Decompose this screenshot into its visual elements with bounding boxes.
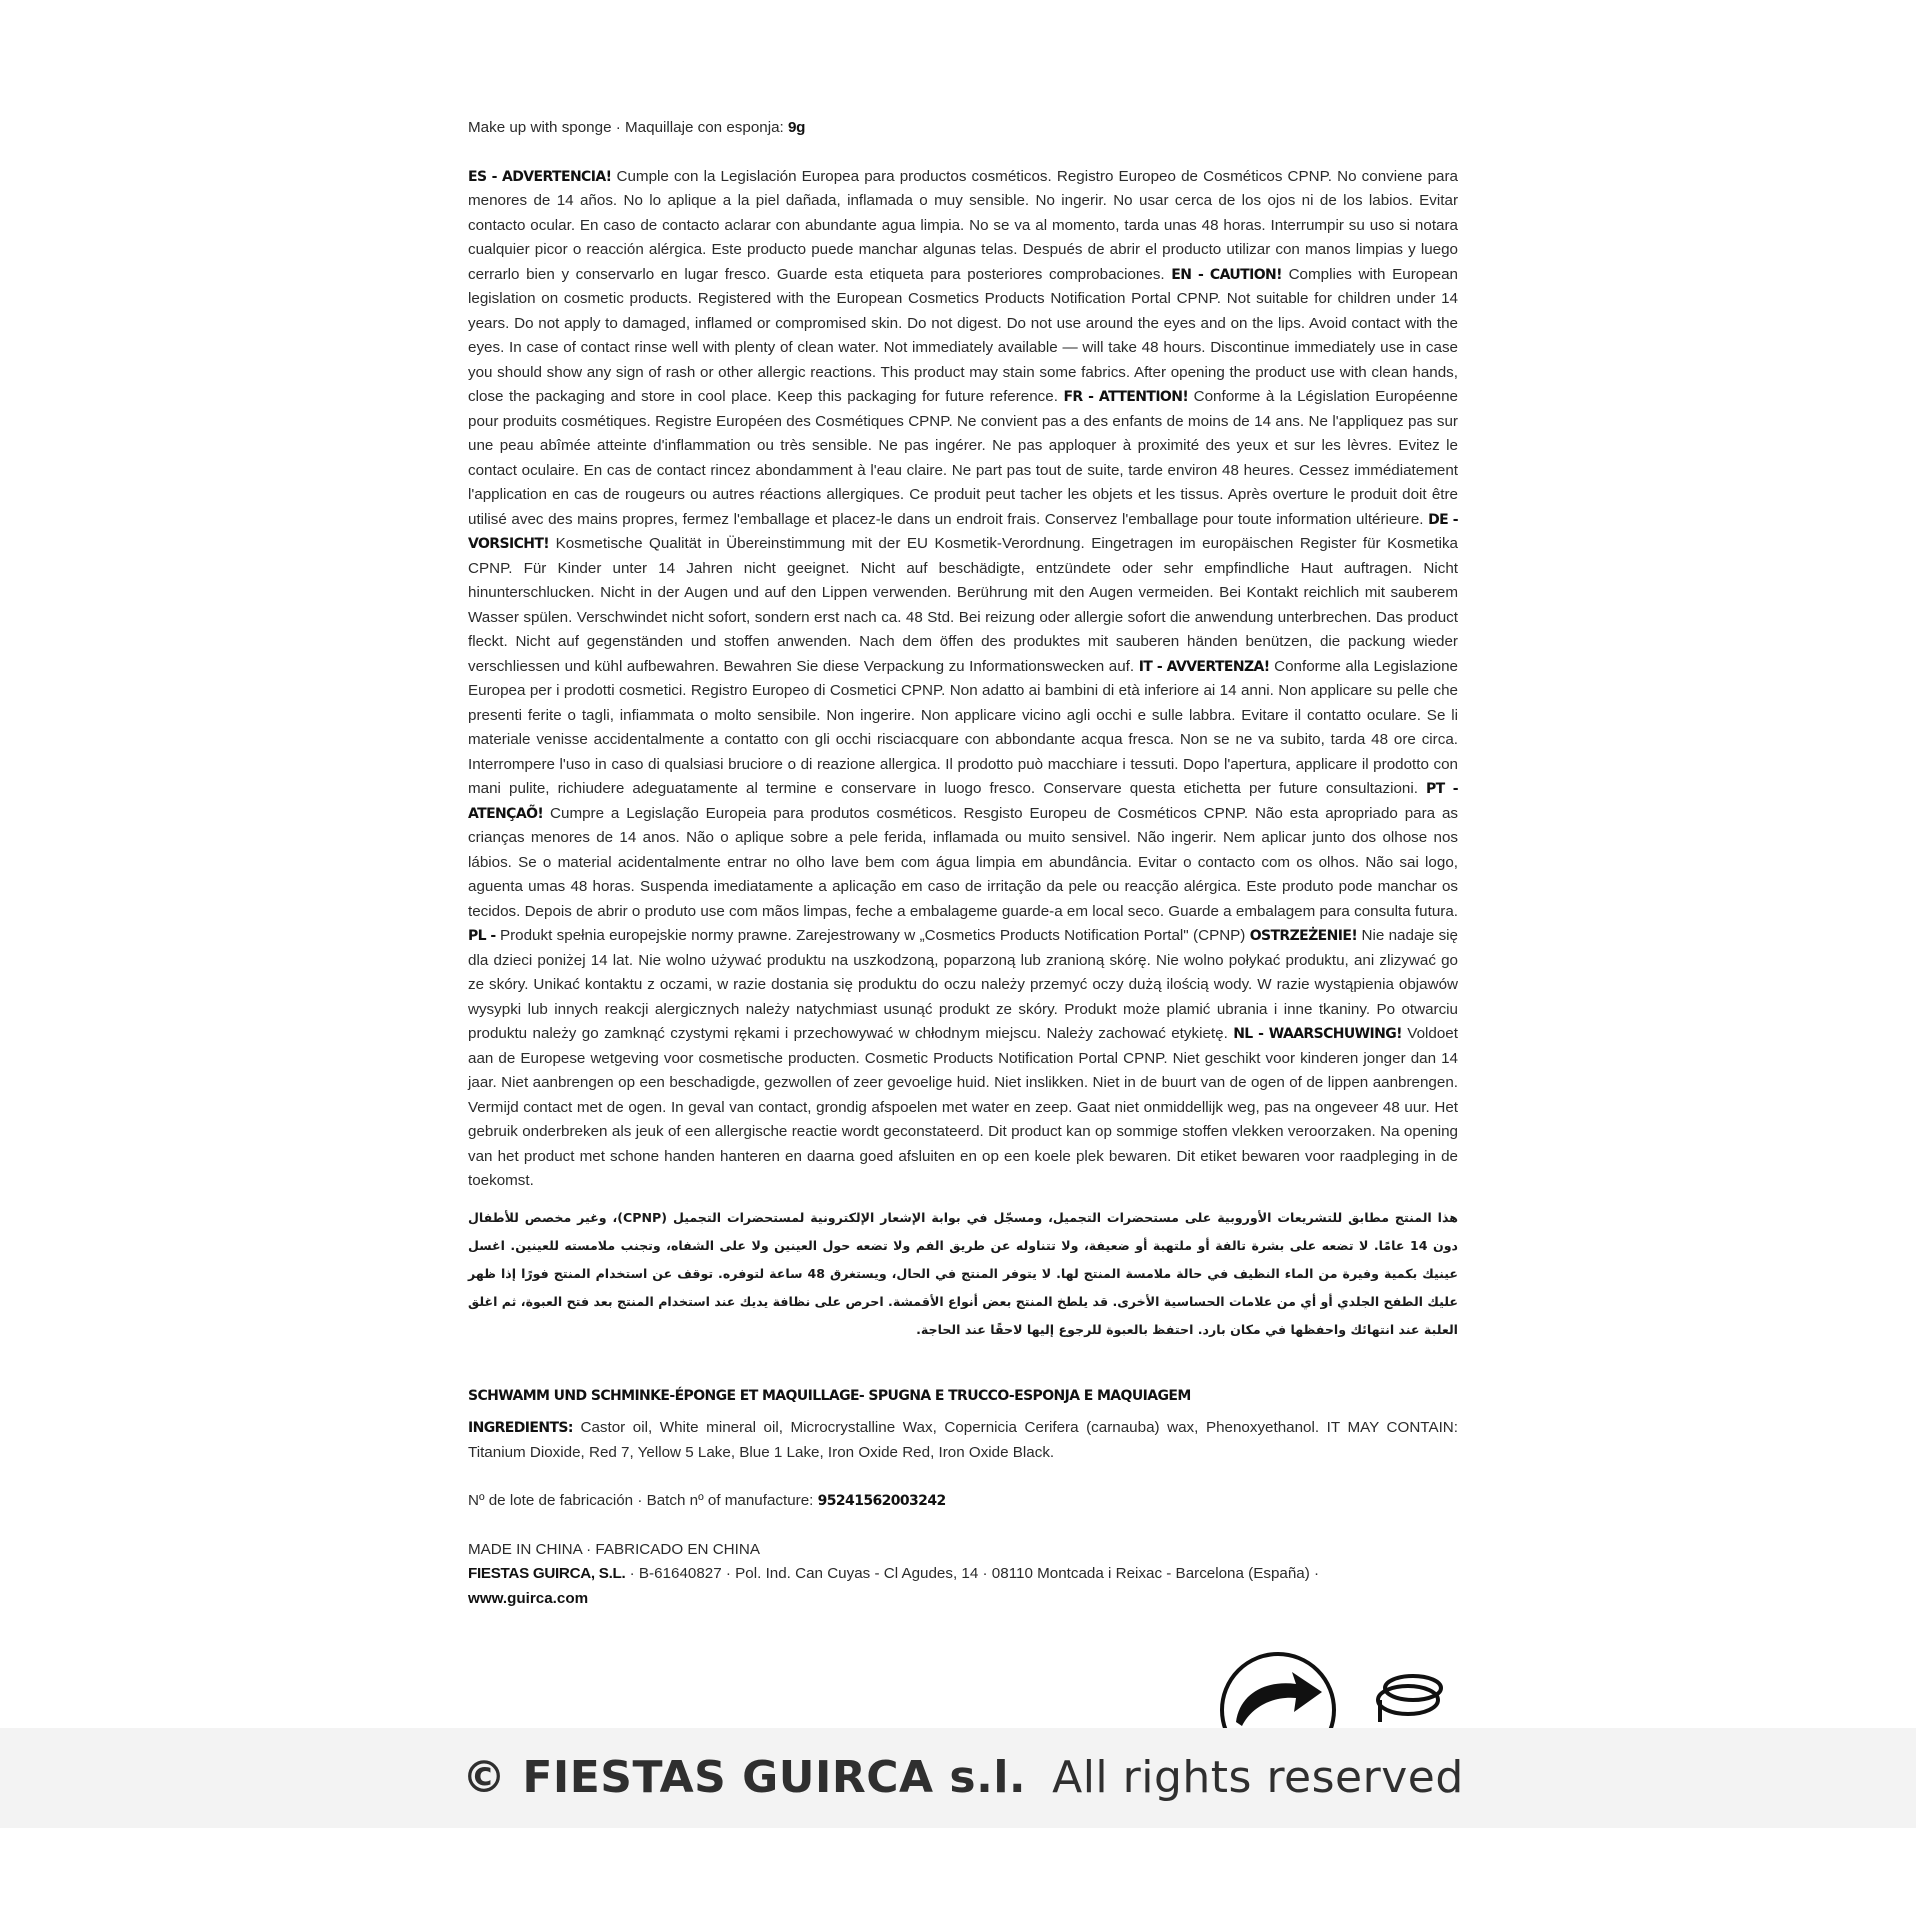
warning-text-fr: Conforme à la Législation Européenne pour produits cosmétiques. Registre Européen des Cosmétiques CPNP. Ne convient pas a des enfants de moins de 14 ans. Ne l'appliquez pas sur une peau abîmée atteinte d'inflammation ou très sensible. Ne pas ingérer. Ne pas apploquer à proximité des yeux et sur les lèvres. Evitez le contact oculaire. En cas de contact rincez abondamment à l'eau claire. Ne part pas tout de suite, tarde environ 48 heures. Cessez immédiatement l'application en cas de rougeurs ou autres réactions allergiques. Ce produit peut tacher les objets et les tissus. Après overture le produit doit être utilisé avec des mains propres, fermez l'emballage et placez-le dans un endroit frais. Conservez l'emballage pour toute information ultérieure. (468, 388, 1458, 528)
warning-heading-pl-2: OSTRZEŻENIE! (1249, 928, 1358, 944)
warning-heading-nl: NL - WAARSCHUWING! (1233, 1026, 1402, 1042)
product-description: Make up with sponge · Maquillaje con esponja: (468, 119, 788, 136)
batch-label: Nº de lote de fabricación · Batch nº of manufacture: (468, 1492, 818, 1509)
warning-text-es: Cumple con la Legislación Europea para productos cosméticos. Registro Europeo de Cosméticos CPNP. No conviene para menores de 14 años. No lo aplique a la piel dañada, inflamada o muy sensible. No ingerir. No usar cerca de los ojos ni de los labios. Evitar contacto ocular. En caso de contacto aclarar con abundante agua limpia. No se va al momento, tarda unas 48 horas. Interrumpir su uso si notara cualquier picor o reacción alérgica. Este producto puede manchar algunas telas. Después de abrir el producto utilizar con manos limpias y luego cerrarlo bien y conservarlo en lugar fresco. Guarde esta etiqueta para posteriores comprobaciones. (468, 167, 1459, 283)
product-label (468, 100, 1458, 1611)
copyright-notice (462, 1748, 1462, 1808)
warning-text-pt: Cumpre a Legislação Europeia para produtos cosméticos. Resgisto Europeu de Cosméticos CPNP. Não esta apropriado para as crianças menores de 14 anos. Não o aplique sobre a pele ferida, inflamada ou muito sensivel. Não ingerir. Nem aplicar junto dos olhose nos lábios. Se o material acidentalmente entrar no olho lave bem com água limpia em abundância. Evitar o contacto com os olhos. Não sai logo, aguenta umas 48 horas. Suspenda imediatamente a aplicação em caso de irritação da pele ou reacção alérgica. Este produto pode manchar os tecidos. Depois de abrir o produto use com mãos limpas, feche a embalageme guarde-a em local seco. Guarde a embalagem para consulta futura. (468, 804, 1458, 920)
open-jar-pao-icon (1378, 1676, 1441, 1722)
warning-text-nl: Voldoet aan de Europese wetgeving voor cosmetische producten. Cosmetic Products Notification Portal CPNP. Niet geschikt voor kinderen jonger dan 14 jaar. Niet aanbrengen op een beschadigde, gezwollen of zeer gevoelige huid. Niet inslikken. Niet in de buurt van de ogen of de lippen aanbrengen. Vermijd contact met de ogen. In geval van contact, grondig afspoelen met water en zeep. Gaat niet onmiddellijk weg, pas na ongeveer 48 uur. Het gebruik onderbreken als jeuk of een allergische reactie wordt geconstateerd. Dit product kan op sommige stoffen vlekken veroorzaken. Na opening van het product met schone handen hanteren en daarna goed afsluiten en op een koele plek bewaren. Dit etiket bewaren voor raadpleging in de toekomst. (468, 1025, 1458, 1189)
warning-heading-pt: PT - ATENÇAÕ! (468, 781, 1458, 822)
green-dot-recycling-icon (1218, 1652, 1448, 1732)
warning-text-en: Complies with European legislation on cosmetic products. Registered with the European Cosmetics Products Notification Portal CPNP. Not suitable for children under 14 years. Do not apply to damaged, inflamed or compromised skin. Do not digest. Do not use around the eyes and on the lips. Avoid contact with the eyes. In case of contact rinse well with plenty of clean water. Not immediately available — will take 48 hours. Discontinue immediately use in case you should show any sign of rash or other allergic reactions. This product may stain some fabrics. After opening the product use with clean hands, close the packaging and store in cool place. Keep this packaging for future reference. (468, 265, 1458, 405)
warning-heading-en: EN - CAUTION! (1171, 266, 1282, 283)
warning-text-pl: Produkt spełnia europejskie normy prawne. Zarejestrowany w „Cosmetics Products Notification Portal" (CPNP) (495, 927, 1250, 944)
copyright-brand: © FIESTAS GUIRCA s.l. (462, 1752, 1027, 1803)
warning-text-it: Conforme alla Legislazione Europea per i prodotti cosmetici. Registro Europeo di Cosmetici CPNP. Non adatto ai bambini di età inferiore ai 14 anni. Non applicare su pelle che presenti ferite o tagli, infiammata o molto sensibile. Non ingerire. Non applicare vicino agli occhi e sulle labbra. Evitare il contatto oculare. Se li materiale venisse accidentalmente a contatto con gli occhi risciacquare con abbondante acqua fresca. Non se ne va subito, tarda 48 ore circa. Interrompere l'uso in caso di qualsiasi bruciore o di reazione allergica. Il prodotto può macchiare i tessuti. Dopo l'apertura, applicare il prodotto con mani pulite, richiudere adeguatamente al termine e conservare in luogo fresco. Conservare questa etichetta per future consultazioni. (468, 657, 1458, 797)
product-title-text: SCHWAMM UND SCHMINKE-ÉPONGE ET MAQUILLAGE- SPUGNA E TRUCCO-ESPONJA E MAQUIAGEM (468, 1387, 1191, 1404)
company-address: · B-61640827 · Pol. Ind. Can Cuyas - Cl Agudes, 14 · 08110 Montcada i Reixac - Barcelona (España) · (625, 1565, 1320, 1582)
warning-heading-de: DE - VORSICHT! (468, 511, 1458, 552)
website-line (468, 1587, 1458, 1612)
symbol-icons (1218, 1652, 1448, 1732)
warning-heading-es: ES - ADVERTENCIA! (468, 168, 612, 185)
made-in: MADE IN CHINA · FABRICADO EN CHINA (468, 1540, 760, 1558)
warning-text-ar: هذا المنتج مطابق للتشريعات الأوروبية على مستحضرات التجميل، ومسجّل في بوابة الإشعار الإلكترونية لمستحضرات التجميل (CPNP)، وغير مخصص للأطفال دون 14 عامًا. لا تضعه على بشرة تالفة أو ملتهبة أو ضعيفة، ولا تتناوله عن طريق الفم ولا تضعه حول العينين ولا على الشفاه، وتجنب ملامسته للعينين. اغسل عينيك بكمية وفيرة من الماء النظيف في حالة ملامسة المنتج لها. لا يتوفر المنتج في الحال، ويستغرق 48 ساعة لتوفره. توقف عن استخدام المنتج فورًا إذا ظهر عليك الطفح الجلدي أو أي من علامات الحساسية الأخرى. قد يلطخ المنتج بعض أنواع الأقمشة. احرص على نظافة يديك عند استخدام المنتج بعد فتح العبوة، ثم اغلق العلبة عند انتهائك واحفظها في مكان بارد. احتفظ بالعبوة للرجوع إليها لاحقًا عند الحاجة. (468, 1209, 1458, 1337)
ingredients-text: Castor oil, White mineral oil, Microcrystalline Wax, Copernicia Cerifera (carnauba) wax, Phenoxyethanol. IT MAY CONTAIN: Titanium Dioxide, Red 7, Yellow 5 Lake, Blue 1 Lake, Iron Oxide Red, Iron Oxide Black. (468, 1419, 1458, 1461)
batch-number: 95241562003242 (817, 1493, 946, 1509)
product-weight-line (468, 116, 1458, 141)
warning-heading-it: IT - AVVERTENZA! (1138, 658, 1270, 675)
ingredients (468, 1416, 1458, 1465)
ingredients-label: INGREDIENTS: (468, 1420, 573, 1436)
multilingual-warnings (468, 165, 1458, 1194)
warning-heading-fr: FR - ATTENTION! (1063, 389, 1189, 405)
company-address-line (468, 1562, 1458, 1587)
warning-heading-pl: PL - (468, 928, 496, 944)
product-weight: 9g (787, 119, 806, 136)
batch-line (468, 1489, 1458, 1514)
warning-text-de: Kosmetische Qualität in Übereinstimmung mit der EU Kosmetik-Verordnung. Eingetragen im europäischen Register für Kosmetika CPNP. Für Kinder unter 14 Jahren nicht geeignet. Nicht auf beschädigte, entzündete oder sehr empfindliche Haut auftragen. Nicht hinunterschlucken. Nicht in der Augen und auf den Lippen verwenden. Berührung mit den Augen vermeiden. Bei Kontakt reichlich mit sauberem Wasser spülen. Verschwindet nicht sofort, sondern erst nach ca. 48 Std. Bei reizung oder allergie sofort die anwendung unterbrechen. Das product fleckt. Nicht auf gegenständen und stoffen anwenden. Nach dem öffen des produktes mit sauberen händen benützen, die packung wieder verschliessen und kühl aufbewahren. Bewahren Sie diese Verpackung zu Informationswecken auf. (468, 535, 1458, 675)
warning-text-pl-2: Nie nadaje się dla dzieci poniżej 14 lat. Nie wolno używać produktu na uszkodzoną, poparzoną lub zranioną skórę. Nie wolno połykać produktu, ani zlizywać go ze skóry. Unikać kontaktu z oczami, w razie dostania się produktu do oczu należy przemyć oczy dużą ilością wody. W razie wystąpienia objawów wysypki lub innych reakcji alergicznych należy natychmiast usunąć produkt ze skóry. Produkt może plamić ubrania i inne tkaniny. Po otwarciu produktu należy go zamknąć czystymi rękami i przechowywać w chłodnym miejscu. Należy zachować etykietę. (468, 927, 1458, 1042)
copyright-rights: All rights reserved (1052, 1752, 1464, 1803)
company-website: www.guirca.com (468, 1589, 589, 1607)
company-name: FIESTAS GUIRCA, S.L. (468, 1565, 626, 1582)
product-title (468, 1384, 1458, 1409)
